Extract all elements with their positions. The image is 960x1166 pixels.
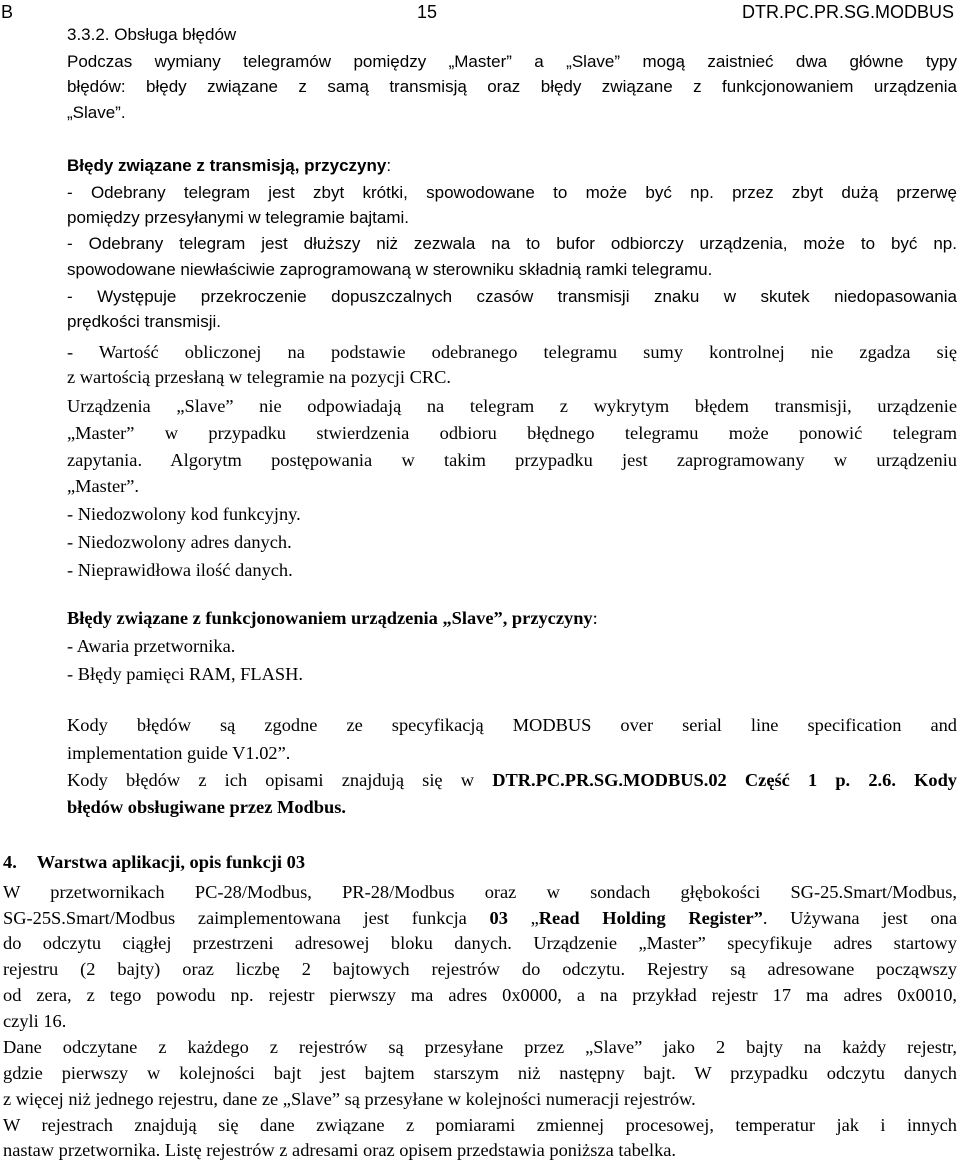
error-codes-reference-bold: DTR.PC.PR.SG.MODBUS.02 Część 1 p. 2.6. Kody xyxy=(492,770,958,790)
transmission-error-line: - Odebrany telegram jest zbyt krótki, spowodowane to może być np. przez zbyt dużą przerwę xyxy=(67,183,957,202)
section-heading-3-3-2: 3.3.2. Obsługa błędów xyxy=(67,25,237,44)
document-id: DTR.PC.PR.SG.MODBUS xyxy=(741,2,954,22)
section-4-title: Warstwa aplikacji, opis funkcji 03 xyxy=(36,852,306,872)
exception-item: - Niedozwolony adres danych. xyxy=(67,532,292,552)
section-4-paragraph-line xyxy=(3,906,957,930)
error-codes-line: implementation guide V1.02”. xyxy=(67,743,291,763)
transmission-error-line: z wartością przesłaną w telegramie na pozycji CRC. xyxy=(67,367,452,387)
device-errors-heading-colon: : xyxy=(592,608,598,628)
page-number: 15 xyxy=(417,2,438,22)
function-name: Read Holding Register” xyxy=(538,908,763,928)
transmission-error-line: - Odebrany telegram jest dłuższy niż zezwala na to bufor odbiorczy urządzenia, może to być np. xyxy=(67,234,957,253)
error-codes-reference-plain: Kody błędów z ich opisami znajdują się w xyxy=(67,770,493,790)
header-left-mark: B xyxy=(1,2,14,22)
transmission-error-line: pomiędzy przesyłanymi w telegramie bajtami. xyxy=(67,208,410,227)
section-4-paragraph-line: z więcej niż jednego rejestru, dane ze „Slave” są przesyłane w kolejności numeracji rejestrów. xyxy=(3,1089,696,1109)
device-error-item: - Awaria przetwornika. xyxy=(67,636,236,656)
transmission-error-line: prędkości transmisji. xyxy=(67,312,221,331)
intro-line-2: błędów: błędy związane z samą transmisją oraz błędy związane z funkcjonowaniem urządzenia xyxy=(67,77,957,96)
transmission-errors-heading-bold: Błędy związane z transmisją, przyczyny xyxy=(67,156,387,175)
transmission-error-line: spowodowane niewłaściwie zaprogramowaną w sterowniku składnią ramki telegramu. xyxy=(67,260,713,279)
slave-response-line: „Master”. xyxy=(67,476,139,496)
function-code: 03 xyxy=(489,908,508,928)
transmission-error-line: - Występuje przekroczenie dopuszczalnych czasów transmisji znaku w skutek niedopasowania xyxy=(67,287,957,306)
device-error-item: - Błędy pamięci RAM, FLASH. xyxy=(67,664,303,684)
intro-line-3: „Slave”. xyxy=(67,103,126,122)
transmission-errors-heading xyxy=(67,154,391,178)
device-errors-heading-bold: Błędy związane z funkcjonowaniem urządzenia „Slave”, przyczyny xyxy=(67,608,593,628)
error-codes-line: Kody błędów są zgodne ze specyfikacją MODBUS over serial line specification and xyxy=(67,715,957,735)
section-heading-4 xyxy=(3,850,305,874)
section-4-paragraph-line: czyli 16. xyxy=(3,1011,67,1031)
slave-response-line: „Master” w przypadku stwierdzenia odbioru błędnego telegramu może ponowić telegram xyxy=(67,423,957,443)
section-4-paragraph-line: od zera, z tego powodu np. rejestr pierwszy ma adres 0x0000, a na przykład rejestr 17 ma adres 0x0010, xyxy=(3,985,957,1005)
transmission-errors-heading-colon: : xyxy=(386,156,392,175)
section-4-number: 4. xyxy=(3,852,17,872)
section-4-paragraph-line: W rejestrach znajdują się dane związane z pomiarami zmiennej procesowej, temperatur jak i innych xyxy=(3,1115,957,1135)
function-intro-text: SG-25S.Smart/Modbus zaimplementowana jest funkcja xyxy=(3,908,490,928)
exception-item: - Niedozwolony kod funkcyjny. xyxy=(67,504,301,524)
error-codes-reference-end: błędów obsługiwane przez Modbus. xyxy=(67,797,346,817)
section-4-paragraph-line: W przetwornikach PC-28/Modbus, PR-28/Modbus oraz w sondach głębokości SG-25.Smart/Modbus, xyxy=(3,882,957,902)
section-4-paragraph-line: nastaw przetwornika. Listę rejestrów z adresami oraz opisem przedstawia poniższa tabelka. xyxy=(3,1140,677,1160)
device-errors-heading xyxy=(67,606,598,630)
section-4-paragraph-line: rejestru (2 bajty) oraz liczbę 2 bajtowych rejestrów do odczytu. Rejestry są adresowane począwszy xyxy=(3,959,957,979)
section-4-paragraph-line: gdzie pierwszy w kolejności bajt jest bajtem starszym niż następny bajt. W przypadku odczytu danych xyxy=(3,1063,957,1083)
slave-response-line: Urządzenia „Slave” nie odpowiadają na telegram z wykrytym błędem transmisji, urządzenie xyxy=(67,396,957,416)
section-4-paragraph-line: Dane odczytane z każdego z rejestrów są przesyłane przez „Slave” jako 2 bajty na każdy rejestr, xyxy=(3,1037,957,1057)
slave-response-line: zapytania. Algorytm postępowania w takim przypadku jest zaprogramowany w urządzeniu xyxy=(67,450,957,470)
transmission-error-line: - Wartość obliczonej na podstawie odebranego telegramu sumy kontrolnej nie zgadza się xyxy=(67,342,957,362)
exception-item: - Nieprawidłowa ilość danych. xyxy=(67,560,293,580)
function-quote: „ xyxy=(507,908,539,928)
intro-line-1: Podczas wymiany telegramów pomiędzy „Master” a „Slave” mogą zaistnieć dwa główne typy xyxy=(67,52,957,71)
function-usage-text: . Używana jest ona xyxy=(762,908,958,928)
error-codes-reference xyxy=(67,768,957,792)
section-4-paragraph-line: do odczytu ciągłej przestrzeni adresowej bloku danych. Urządzenie „Master” specyfikuje adres startowy xyxy=(3,933,957,953)
